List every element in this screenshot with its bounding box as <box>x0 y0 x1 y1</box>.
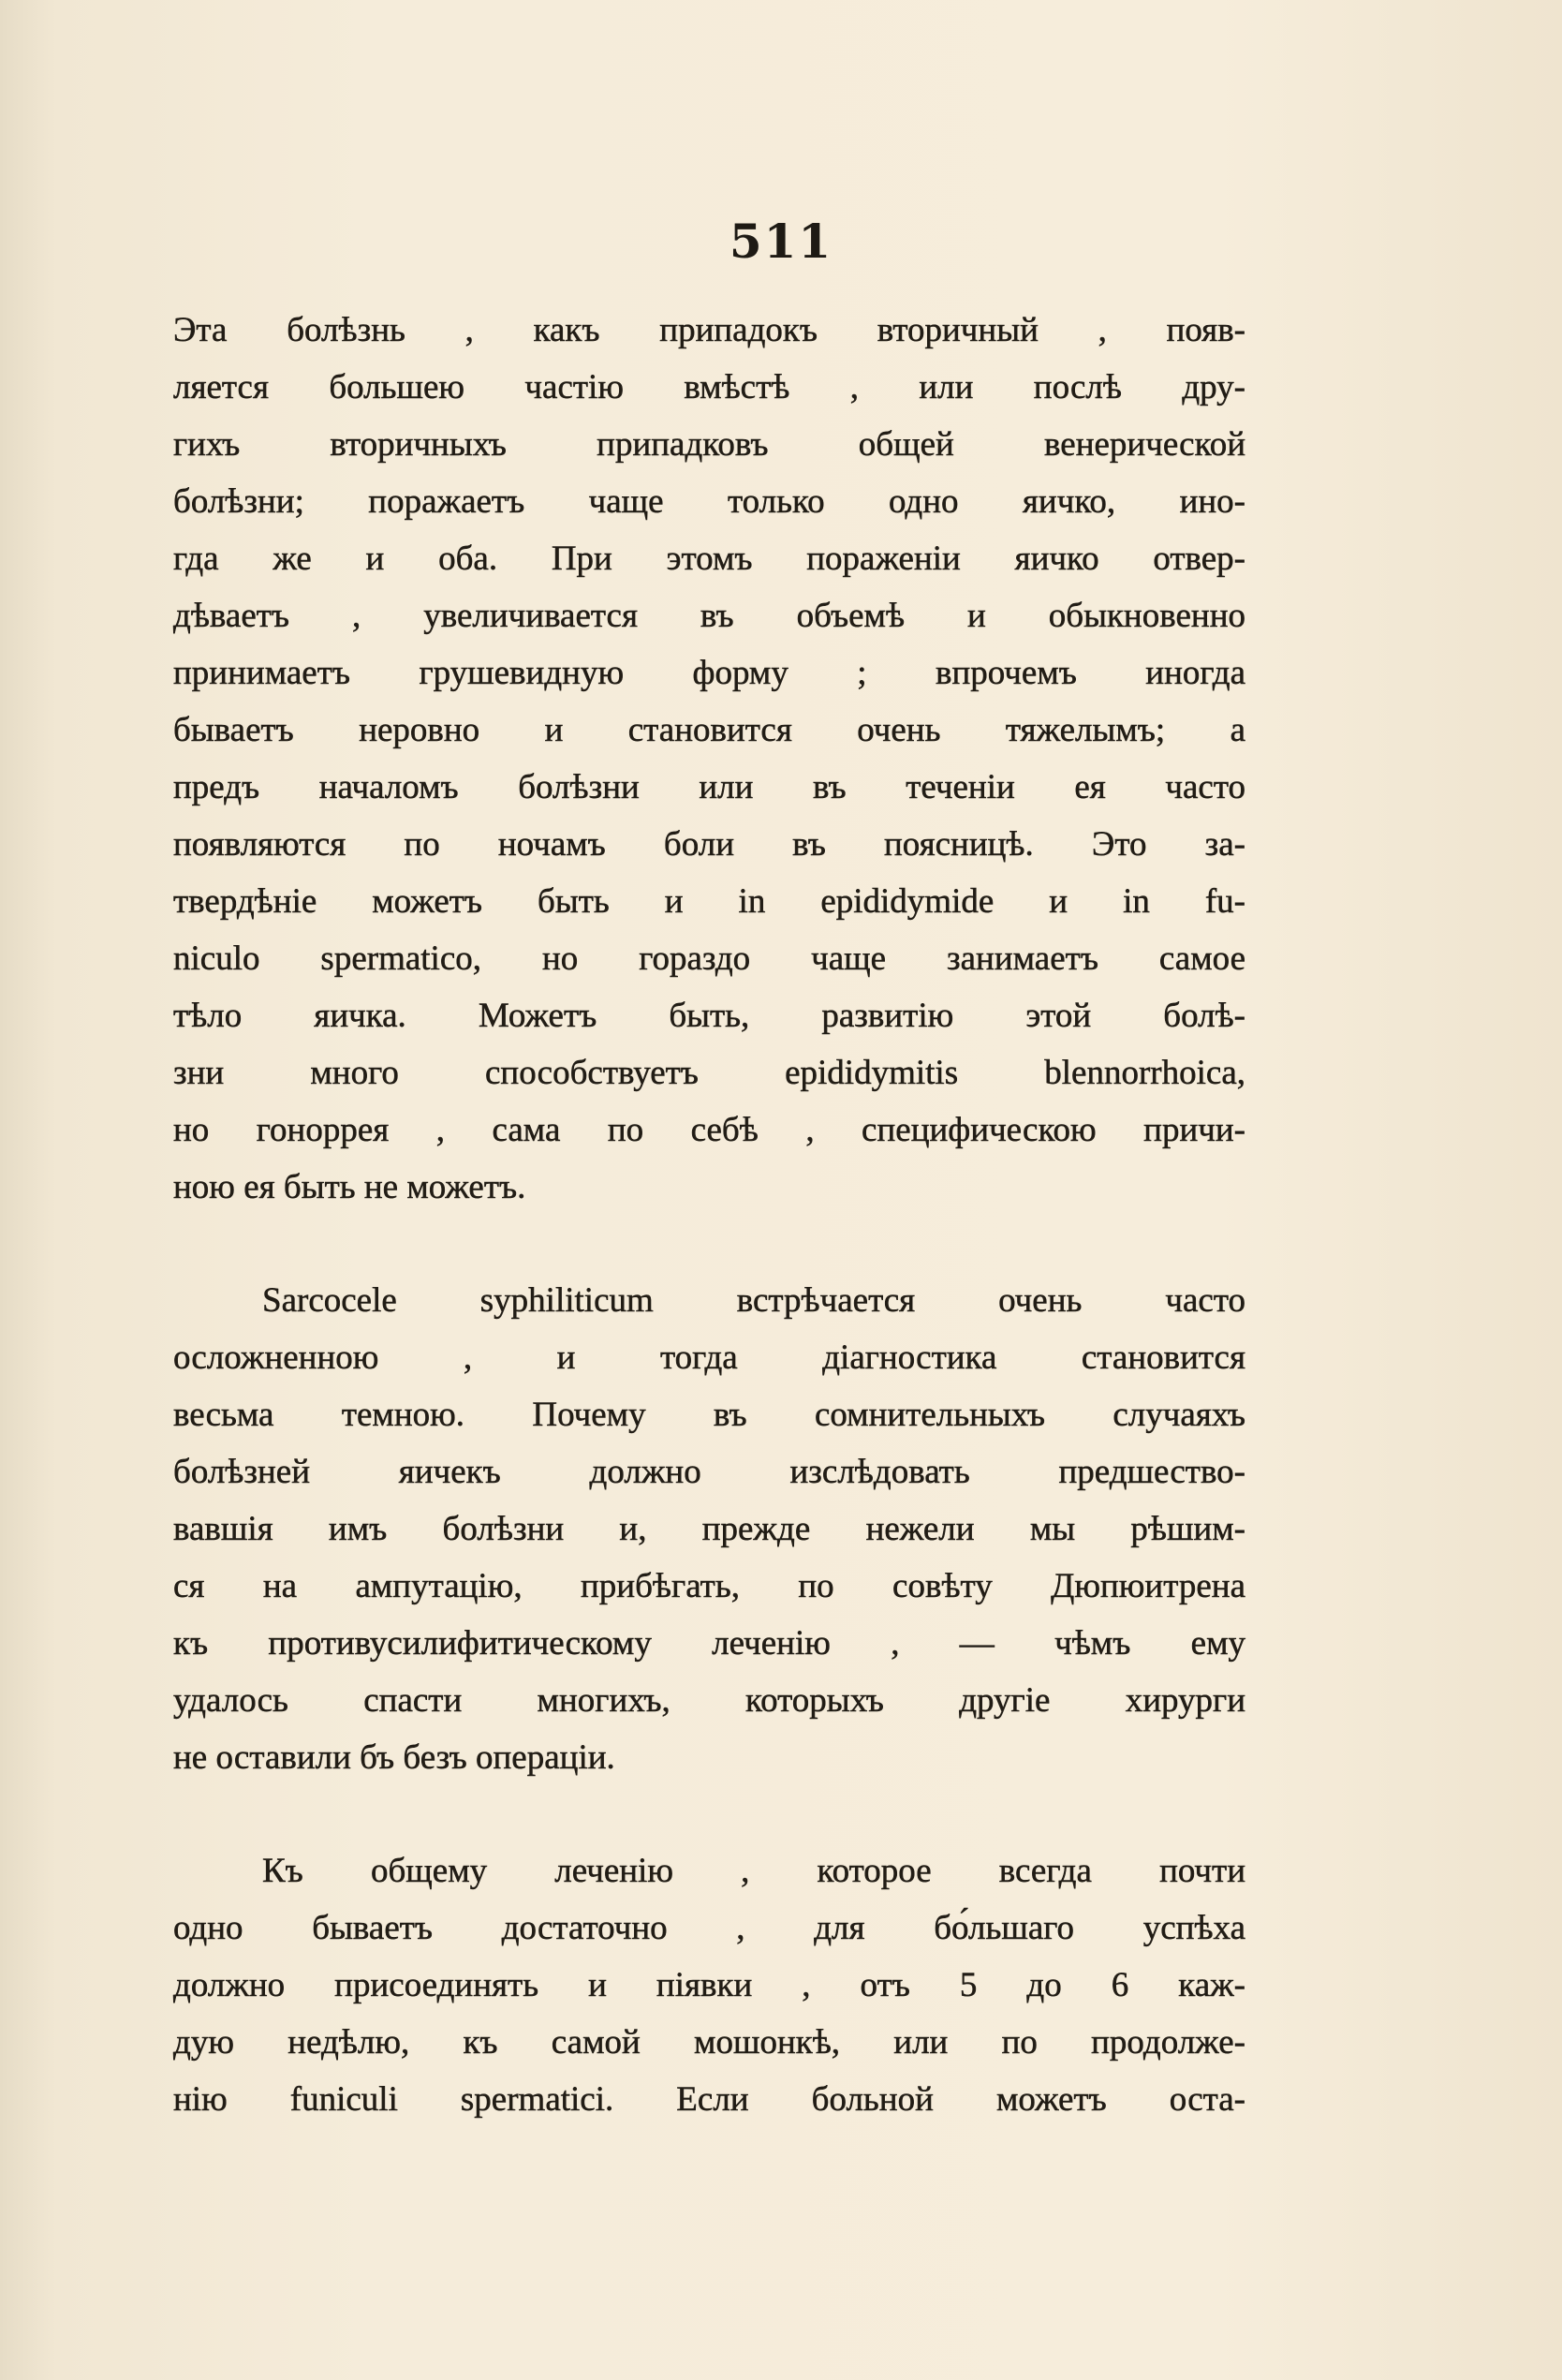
text-line: предъ началомъ болѣзни или въ теченіи ея часто <box>173 768 1245 806</box>
text-line: принимаетъ грушевидную форму ; впрочемъ иногда <box>173 654 1245 692</box>
text-line: Къ общему леченію , которое всегда почти <box>262 1852 1245 1890</box>
body-text <box>173 302 1245 2128</box>
text-line: весьма темною. Почему въ сомнительныхъ случаяхъ <box>173 1396 1245 1434</box>
text-line: осложненною , и тогда діагностика становится <box>173 1338 1245 1377</box>
text-line: дѣваетъ , увеличивается въ объемѣ и обыкновенно <box>173 597 1245 635</box>
text-line: ся на ампутацію, прибѣгать, по совѣту Дюпюитрена <box>173 1567 1245 1605</box>
text-line: niculo spermatico, но гораздо чаще занимаетъ самое <box>173 939 1245 978</box>
text-line: Эта болѣзнь , какъ припадокъ вторичный , появ- <box>173 311 1245 349</box>
text-line: болѣзни; поражаетъ чаще только одно яичко, ино- <box>173 482 1245 521</box>
text-line: зни много способствуетъ epididymitis blennorrhoica, <box>173 1054 1245 1092</box>
text-line: твердѣніе можетъ быть и in epididymide и in fu- <box>173 882 1245 921</box>
text-line: но гоноррея , сама по себѣ , специфическою причи- <box>173 1111 1245 1149</box>
paragraph-3 <box>173 1842 1245 2128</box>
text-line: удалось спасти многихъ, которыхъ другіе хирурги <box>173 1681 1245 1720</box>
text-line: ляется большею частію вмѣстѣ , или послѣ дру- <box>173 368 1245 407</box>
text-line: не оставили бъ безъ операціи. <box>173 1738 615 1777</box>
text-line: гда же и оба. При этомъ пораженіи яичко отвер- <box>173 540 1245 578</box>
text-line: бываетъ неровно и становится очень тяжелымъ; а <box>173 711 1245 749</box>
text-line: дую недѣлю, къ самой мошонкѣ, или по продолже- <box>173 2023 1245 2062</box>
text-line: ною ея быть не можетъ. <box>173 1168 526 1206</box>
text-line: появляются по ночамъ боли въ поясницѣ. Это за- <box>173 825 1245 864</box>
text-line: къ противусилифитическому леченію , — чѣмъ ему <box>173 1624 1245 1663</box>
page-number: 511 <box>729 214 833 269</box>
text-line: должно присоединять и піявки , отъ 5 до 6 каж- <box>173 1966 1245 2004</box>
text-line: Sarcocele syphiliticum встрѣчается очень часто <box>262 1281 1245 1320</box>
text-line: тѣло яичка. Можетъ быть, развитію этой болѣ- <box>173 997 1245 1035</box>
text-line: гихъ вторичныхъ припадковъ общей венерической <box>173 425 1245 464</box>
paragraph-2 <box>173 1272 1245 1786</box>
paragraph-1 <box>173 302 1245 1216</box>
text-line: вавшія имъ болѣзни и, прежде нежели мы рѣшим- <box>173 1510 1245 1548</box>
text-line: одно бываетъ достаточно , для бо́льшаго успѣха <box>173 1909 1245 1947</box>
text-line: нію funiculi spermatici. Если больной можетъ оста- <box>173 2080 1245 2119</box>
text-line: болѣзней яичекъ должно изслѣдовать предшество- <box>173 1453 1245 1491</box>
